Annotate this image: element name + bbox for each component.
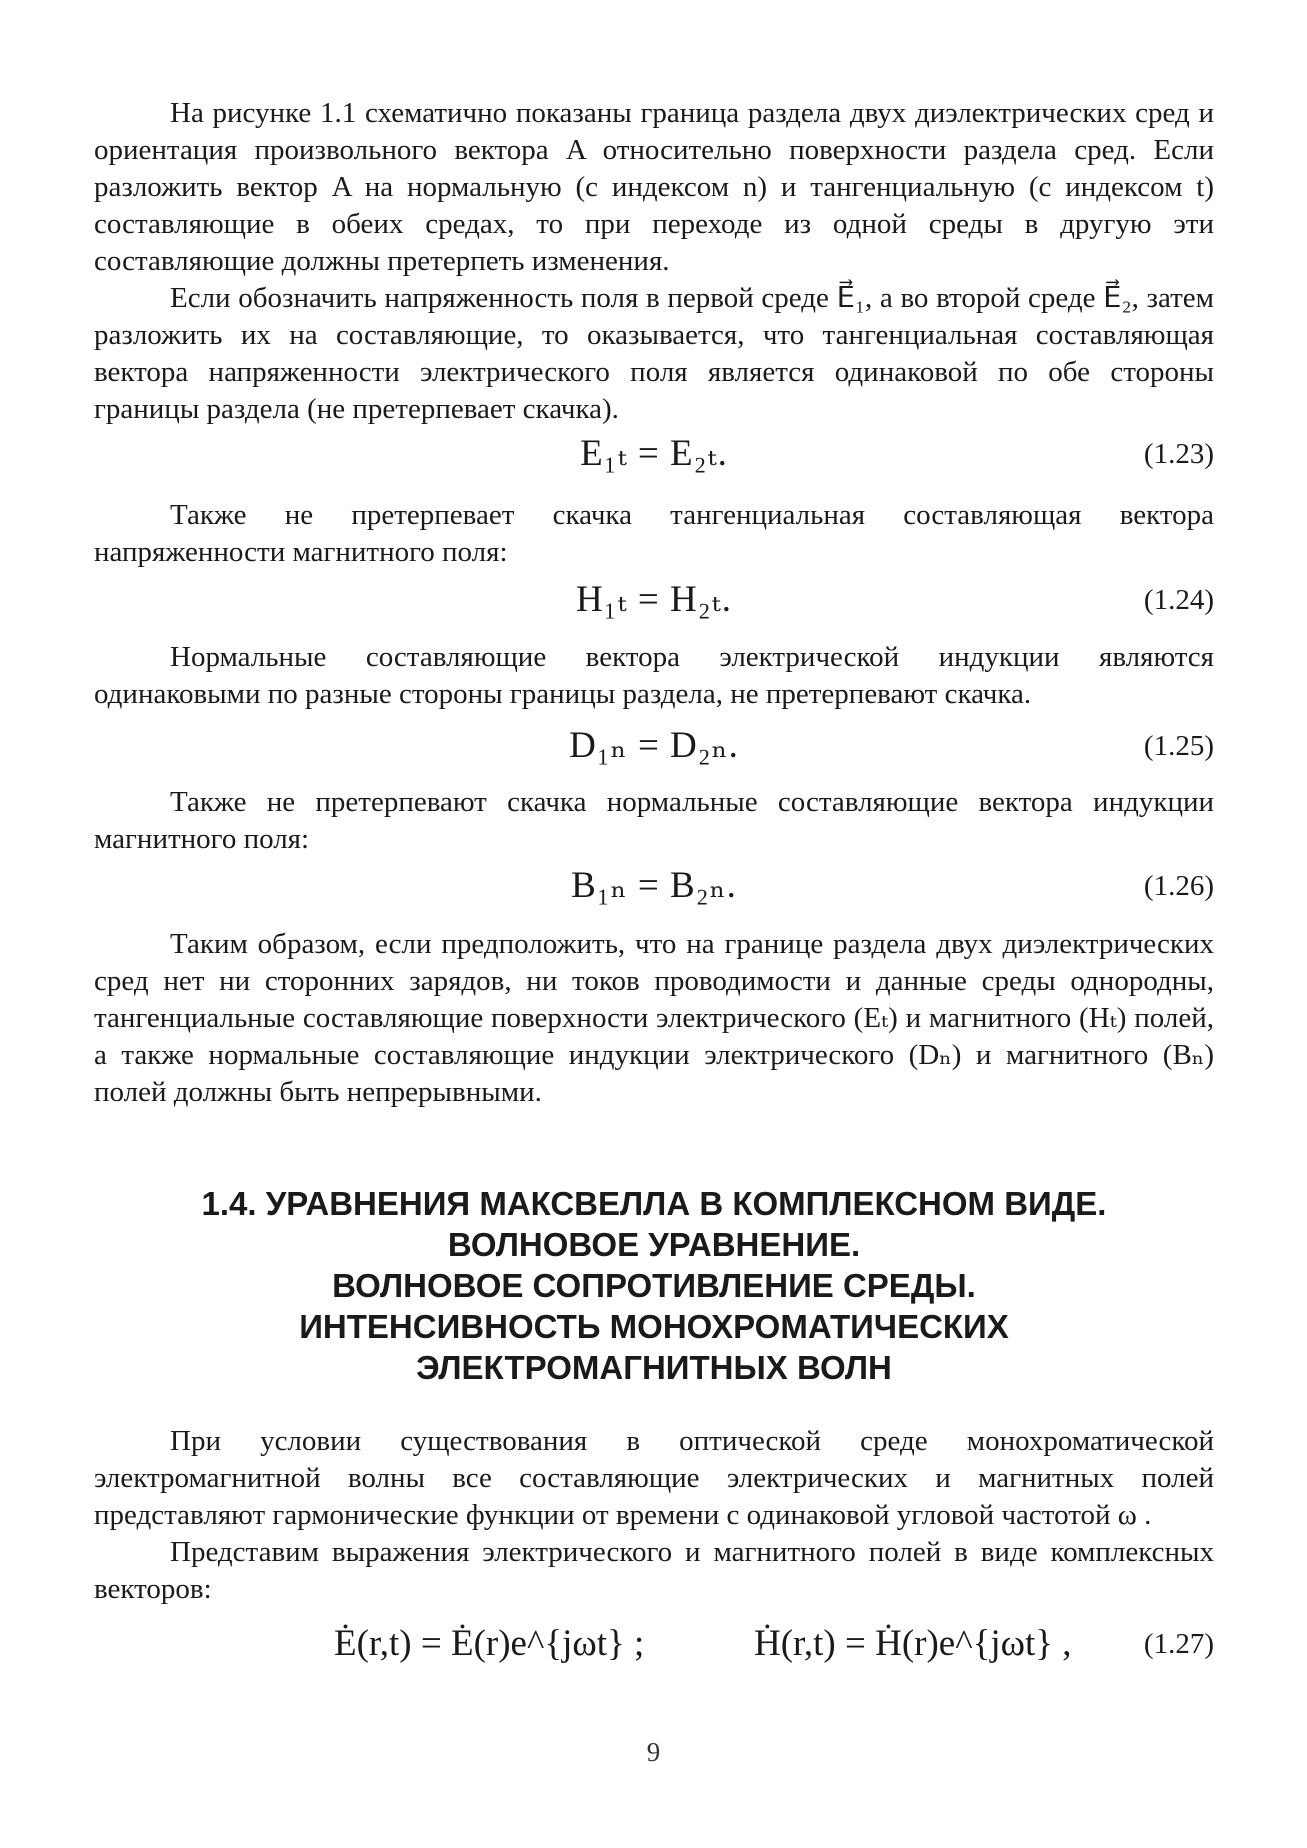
equation-number: (1.23)	[1143, 438, 1214, 470]
equation-1-23	[94, 430, 1214, 478]
heading-line: ЭЛЕКТРОМАГНИТНЫХ ВОЛН	[416, 1349, 892, 1386]
equation-number: (1.24)	[1143, 584, 1214, 616]
paragraph-monochromatic: При условии существования в оптической среде монохроматической электромагнитной волны все составляющие электрических и магнитных полей представляют гармонические функции от времени с одинаковой угловой частотой ω .	[94, 1425, 1214, 1531]
paragraph-complex-vectors: Представим выражения электрического и магнитного полей в виде комплексных векторов:	[94, 1536, 1214, 1605]
paragraph-tangential-e: Если обозначить напряженность поля в первой среде E⃗₁, а во второй среде E⃗₂, затем разложить их на составляющие, то оказывается, что тангенциальная составляющая вектора напряженности электрического поля является одинаковой по обе стороны границы раздела (не претерпевает скачка).	[94, 282, 1214, 425]
heading-line: ИНТЕНСИВНОСТЬ МОНОХРОМАТИЧЕСКИХ	[299, 1308, 1009, 1345]
paragraph-normal-d: Нормальные составляющие вектора электрической индукции являются одинаковыми по разные стороны границы раздела, не претерпевают скачка.	[94, 641, 1214, 710]
paragraph-block-2	[94, 497, 1214, 571]
heading-line: ВОЛНОВОЕ УРАВНЕНИЕ.	[447, 1226, 861, 1263]
paragraph-normal-b: Также не претерпевают скачка нормальные составляющие вектора индукции магнитного поля:	[94, 786, 1214, 855]
paragraph-block-4	[94, 784, 1214, 858]
equation-number: (1.26)	[1143, 870, 1214, 902]
paragraph-conclusion: Таким образом, если предположить, что на границе раздела двух диэлектрических сред нет ни сторонних зарядов, ни токов проводимости и данные среды однородны, тангенциальные составляющие поверхности электрического (Eₜ) и магнитного (Hₜ) полей, а также нормальные составляющие индукции электрического (Dₙ) и магнитного (Bₙ) полей должны быть непрерывными.	[94, 928, 1214, 1108]
equation-1-27	[94, 1620, 1214, 1668]
equation-formula: B₁ₙ = B₂ₙ.	[571, 865, 737, 906]
equation-1-25	[94, 722, 1214, 770]
paragraph-block-1	[94, 95, 1214, 428]
heading-line: ВОЛНОВОЕ СОПРОТИВЛЕНИЕ СРЕДЫ.	[332, 1267, 976, 1304]
equation-formula: E₁ₜ = E₂ₜ.	[580, 433, 728, 474]
page-number: 9	[646, 1737, 661, 1767]
paragraph-tangential-h: Также не претерпевает скачка тангенциальная составляющая вектора напряженности магнитного поля:	[94, 499, 1214, 568]
equation-formula-e: Ė(r,t) = Ė(r)e^{jωt} ;	[334, 1623, 645, 1664]
equation-formula: H₁ₜ = H₂ₜ.	[575, 579, 733, 620]
heading-line: 1.4. УРАВНЕНИЯ МАКСВЕЛЛА В КОМПЛЕКСНОМ ВИДЕ.	[201, 1185, 1107, 1222]
equation-number: (1.27)	[1143, 1628, 1214, 1660]
equation-formula: D₁ₙ = D₂ₙ.	[569, 725, 739, 766]
equation-formula-h: Ḣ(r,t) = Ḣ(r)e^{jωt} ,	[754, 1623, 1072, 1664]
paragraph-block-3	[94, 639, 1214, 713]
paragraph-block-5	[94, 926, 1214, 1111]
equation-1-26	[94, 862, 1214, 910]
equation-number: (1.25)	[1143, 730, 1214, 762]
paragraph-interface-intro: На рисунке 1.1 схематично показаны граница раздела двух диэлектрических сред и ориентация произвольного вектора A относительно поверхности раздела сред. Если разложить вектор A на нормальную (с индексом n) и тангенциальную (с индексом t) составляющие в обеих средах, то при переходе из одной среды в другую эти составляющие должны претерпеть изменения.	[94, 97, 1214, 277]
equation-1-24	[94, 576, 1214, 624]
paragraph-block-6	[94, 1423, 1214, 1608]
section-heading	[94, 1183, 1214, 1388]
